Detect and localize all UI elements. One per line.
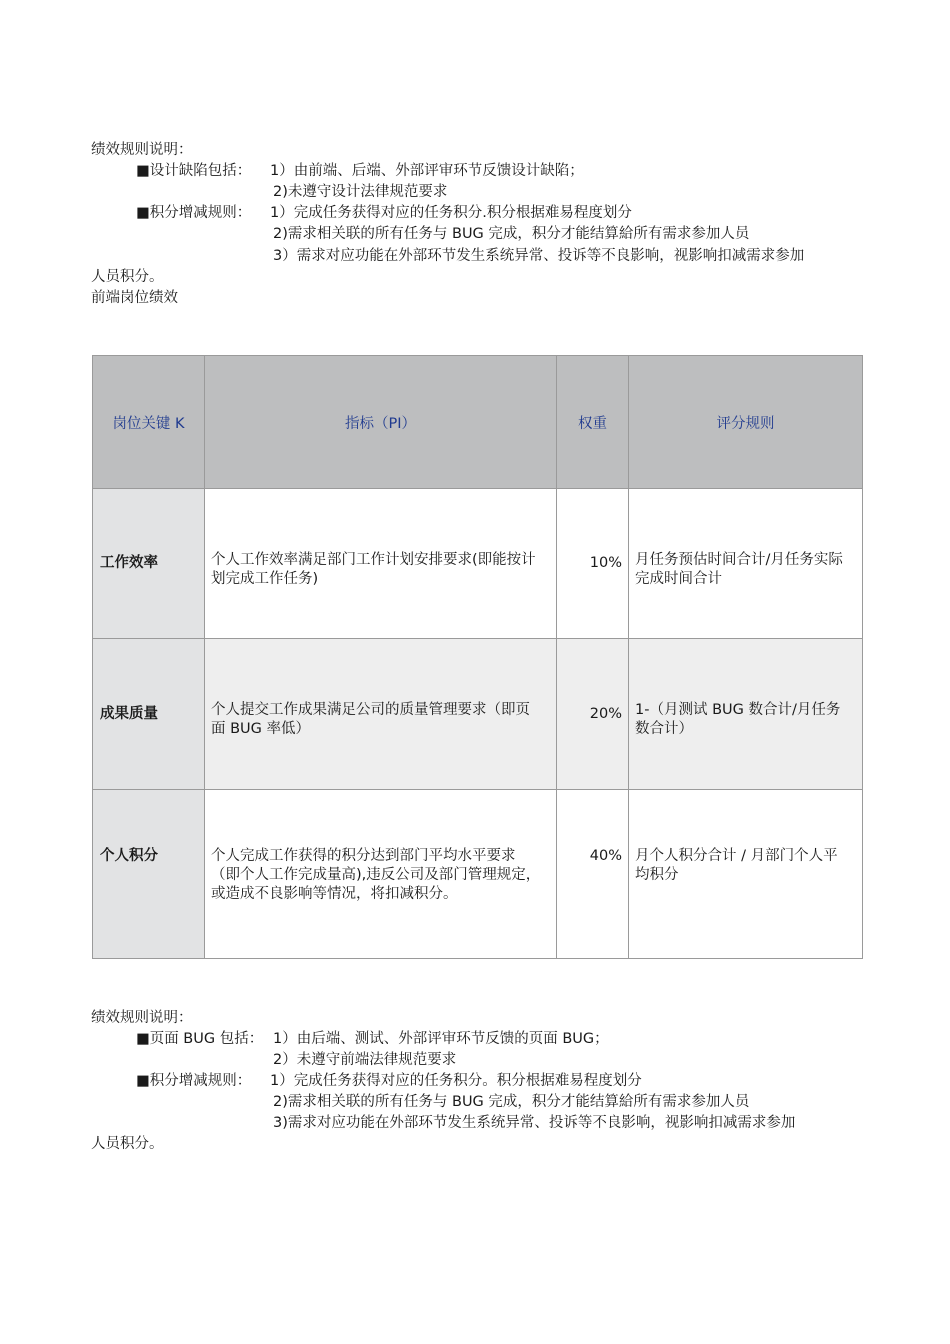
row-name: 工作效率 (93, 489, 205, 639)
header-key-position: 岗位关键 K (93, 356, 205, 489)
row-weight: 20% (557, 639, 629, 790)
points-item-2: 2)需求相关联的所有任务与 BUG 完成，积分才能结算給所有需求参加人员 (273, 226, 750, 242)
defect-item-1: 1）由前端、后端、外部评审环节反馈设计缺陷； (270, 163, 584, 179)
rules-heading-bottom: 绩效规则说明： (91, 1010, 193, 1026)
bug-item-2: 2）未遵守前端法律规范要求 (273, 1052, 457, 1068)
row-scoring-rule-text: 月个人积分合计 / 月部门个人平均积分 (635, 848, 838, 883)
row-weight: 40% (557, 790, 629, 959)
table-header-row (93, 356, 863, 489)
points-item-1: 1）完成任务获得对应的任务积分.积分根据难易程度划分 (270, 205, 632, 221)
points-item-1-bottom: 1）完成任务获得对应的任务积分。积分根据难易程度划分 (270, 1073, 642, 1089)
rules-heading: 绩效规则说明： (91, 142, 193, 158)
row-name: 个人积分 (93, 790, 205, 959)
points-item-3-continued: 人员积分。 (91, 269, 164, 285)
header-indicator: 指标（PI） (205, 356, 557, 489)
points-label: ■积分增减规则： (136, 205, 252, 221)
defect-label: ■设计缺陷包括： (136, 163, 252, 179)
points-item-2-bottom: 2)需求相关联的所有任务与 BUG 完成，积分才能结算給所有需求参加人员 (273, 1094, 750, 1110)
table-row (93, 790, 863, 959)
row-scoring-rule (629, 639, 863, 790)
row-scoring-rule (629, 489, 863, 639)
row-indicator-text: 个人工作效率满足部门工作计划安排要求(即能按计划完成工作任务) (211, 551, 536, 587)
points-label-bottom: ■积分增减规则： (136, 1073, 252, 1089)
row-indicator-text: 个人完成工作获得的积分达到部门平均水平要求（即个人工作完成量高),违反公司及部门管理规定，或造成不良影响等情况，将扣减积分。 (211, 848, 541, 902)
row-indicator (205, 489, 557, 639)
row-name: 成果质量 (93, 639, 205, 790)
row-scoring-rule-text: 月任务预估时间合计/月任务实际完成时间合计 (635, 551, 843, 587)
row-indicator (205, 639, 557, 790)
header-weight: 权重 (557, 356, 629, 489)
table-row (93, 639, 863, 790)
header-scoring-rule: 评分规则 (629, 356, 863, 489)
points-item-3-continued-bottom: 人员积分。 (91, 1136, 164, 1152)
table-row (93, 489, 863, 639)
row-indicator-text: 个人提交工作成果满足公司的质量管理要求（即页面 BUG 率低） (211, 702, 530, 737)
row-scoring-rule (629, 790, 863, 959)
performance-table (92, 355, 863, 959)
bug-label: ■页面 BUG 包括： (136, 1031, 264, 1047)
section-title: 前端岗位绩效 (91, 290, 178, 306)
row-indicator (205, 790, 557, 959)
points-item-3: 3）需求对应功能在外部环节发生系统异常、投诉等不良影响，视影响扣减需求参加 (273, 248, 805, 264)
points-item-3-bottom: 3)需求对应功能在外部环节发生系统异常、投诉等不良影响，视影响扣减需求参加 (273, 1115, 796, 1131)
row-weight: 10% (557, 489, 629, 639)
defect-item-2: 2)未遵守设计法律规范要求 (273, 184, 448, 200)
row-scoring-rule-text: 1-（月测试 BUG 数合计/月任务数合计） (635, 702, 841, 737)
bug-item-1: 1）由后端、测试、外部评审环节反馈的页面 BUG； (273, 1031, 609, 1047)
